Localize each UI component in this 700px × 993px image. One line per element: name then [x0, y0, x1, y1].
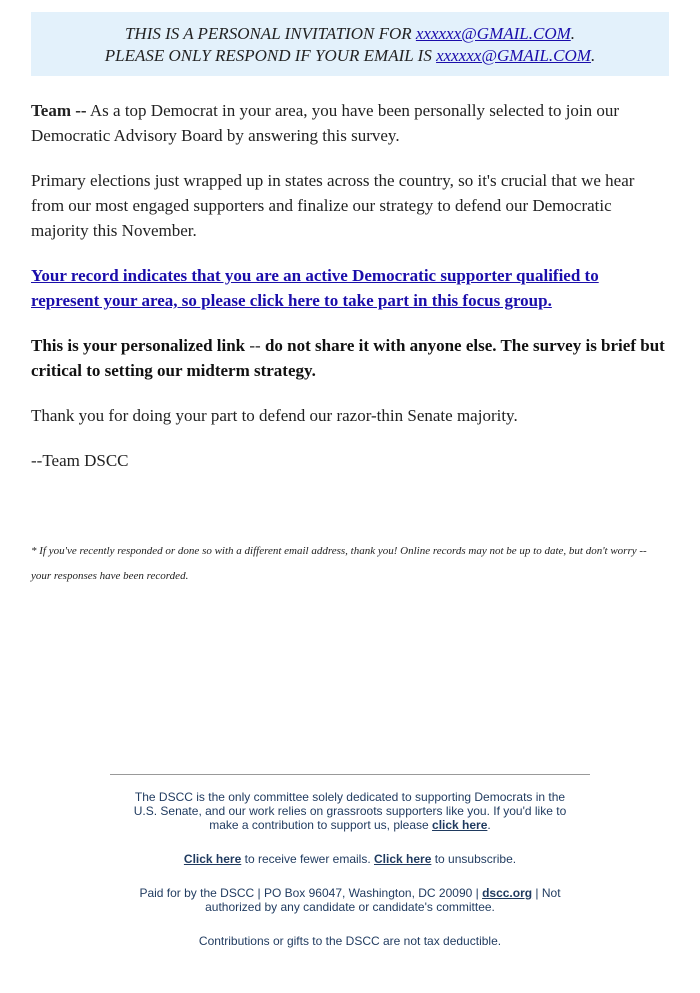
footer-paid-for — [110, 866, 590, 914]
intro-lead: Team -- — [31, 101, 87, 120]
footer-about-text: The DSCC is the only committee solely dedicated to supporting Democrats in the U.S. Senate, and our work relies on grassroots supporters like you. If you'd like to make a contribution to support us, please — [133, 790, 567, 832]
banner-line1-suffix: . — [570, 24, 576, 43]
footnote: * If you've recently responded or done so with a different email address, thank you! Online records may not be up to date, but don't worry -- your responses have been recorded. — [31, 545, 647, 582]
banner-line-1 — [41, 23, 659, 45]
primary-paragraph: Primary elections just wrapped up in states across the country, so it's crucial that we hear from our most engaged supporters and finalize our strategy to defend our Democratic majority this November. — [31, 171, 635, 240]
thank-you-paragraph: Thank you for doing your part to defend our razor-thin Senate majority. — [31, 406, 518, 425]
notice-separator: -- — [245, 336, 265, 355]
footer — [110, 774, 590, 948]
fewer-emails-text: to receive fewer emails. — [241, 852, 374, 866]
banner-line-2 — [41, 45, 659, 67]
fewer-emails-link[interactable]: Click here — [183, 852, 242, 866]
footer-tax-notice: Contributions or gifts to the DSCC are not tax deductible. — [198, 934, 502, 948]
notice-bold-2: do not share it with anyone else. The survey is brief but critical to setting our midterm strategy. — [31, 336, 665, 380]
paid-for-text: Paid for by the DSCC | PO Box 96047, Washington, DC 20090 | — [139, 886, 483, 900]
footer-email-prefs — [110, 832, 590, 866]
invitation-banner — [31, 12, 669, 76]
banner-email-link-2[interactable]: xxxxxx@GMAIL.COM — [436, 46, 591, 65]
banner-line2-suffix: . — [590, 46, 596, 65]
dscc-site-link[interactable]: dscc.org — [482, 886, 533, 900]
notice-bold-1: This is your personalized link — [31, 336, 246, 355]
focus-group-link[interactable]: Your record indicates that you are an active Democratic supporter qualified to represent your area, so please click here to take part in this focus group. — [31, 266, 599, 310]
signoff: --Team DSCC — [31, 451, 129, 470]
cta-paragraph — [31, 263, 669, 313]
banner-email-link-1[interactable]: xxxxxx@GMAIL.COM — [415, 24, 571, 43]
intro-paragraph — [31, 98, 669, 148]
banner-line1-prefix: THIS IS A PERSONAL INVITATION FOR — [124, 24, 416, 43]
unsubscribe-text: to unsubscribe. — [431, 852, 517, 866]
paid-for-end: | Not authorized by any candidate or candidate's committee. — [205, 886, 561, 914]
intro-text: As a top Democrat in your area, you have been personally selected to join our Democratic Advisory Board by answering this survey. — [31, 101, 620, 145]
footer-about-end: . — [487, 818, 491, 832]
footer-about — [110, 775, 590, 832]
personalized-link-notice — [31, 333, 669, 383]
unsubscribe-link[interactable]: Click here — [374, 852, 432, 866]
message-content — [31, 76, 669, 589]
banner-line2-prefix: PLEASE ONLY RESPOND IF YOUR EMAIL IS — [104, 46, 437, 65]
donate-link[interactable]: click here — [432, 818, 488, 832]
